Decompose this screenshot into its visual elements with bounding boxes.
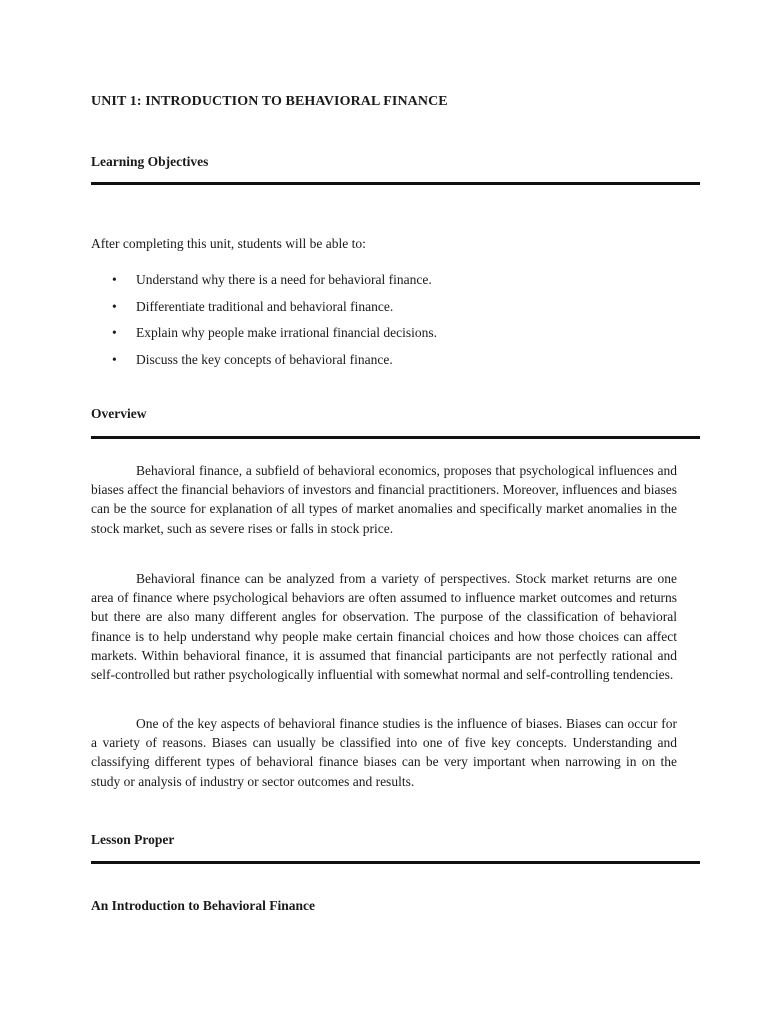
list-item	[91, 351, 691, 378]
list-item	[91, 271, 691, 298]
objectives-list	[91, 271, 691, 377]
list-item	[91, 298, 691, 325]
overview-paragraph-2: Behavioral finance can be analyzed from a variety of perspectives. Stock market returns are one area of finance where psychological behaviors are often assumed to influence market outcomes and returns but there are also many different angles for observation. The purpose of the classification of behavioral finance is to help understand why people make certain financial choices and how those choices can affect markets. Within behavioral finance, it is assumed that financial participants are not perfectly rational and self-controlled but rather psychologically influential with somewhat normal and self-controlling tendencies.	[91, 571, 677, 683]
bullet-icon: •	[112, 298, 117, 314]
section-divider	[91, 861, 700, 864]
list-item-text: Understand why there is a need for behavioral finance.	[136, 272, 432, 287]
list-item	[91, 324, 691, 351]
overview-paragraph-3: One of the key aspects of behavioral finance studies is the influence of biases. Biases can occur for a variety of reasons. Biases can usually be classified into one of five key concepts. Understanding and classifying different types of behavioral finance biases can be very important when narrowing in on the study or analysis of industry or sector outcomes and results.	[91, 716, 677, 789]
list-item-text: Explain why people make irrational financial decisions.	[136, 325, 438, 340]
list-item-text: Discuss the key concepts of behavioral finance.	[136, 351, 393, 367]
overview-heading: Overview	[91, 406, 147, 421]
unit-title: UNIT 1: INTRODUCTION TO BEHAVIORAL FINANCE	[91, 94, 448, 109]
lesson-proper-heading: Lesson Proper	[91, 832, 175, 847]
section-divider	[91, 182, 700, 185]
objectives-intro: After completing this unit, students will be able to:	[91, 236, 366, 251]
bullet-icon: •	[112, 351, 117, 367]
overview-paragraph-1: Behavioral finance, a subfield of behavioral economics, proposes that psychological influences and biases affect the financial behaviors of investors and financial practitioners. Moreover, influences and biases can be the source for explanation of all types of market anomalies and specifically market anomalies in the stock market, such as severe rises or falls in stock price.	[91, 463, 677, 536]
bullet-icon: •	[112, 272, 117, 287]
bullet-icon: •	[112, 325, 117, 340]
list-item-text: Differentiate traditional and behavioral finance.	[136, 298, 394, 314]
section-divider	[91, 436, 700, 439]
lesson-subheading: An Introduction to Behavioral Finance	[91, 898, 316, 913]
learning-objectives-heading: Learning Objectives	[91, 154, 209, 169]
